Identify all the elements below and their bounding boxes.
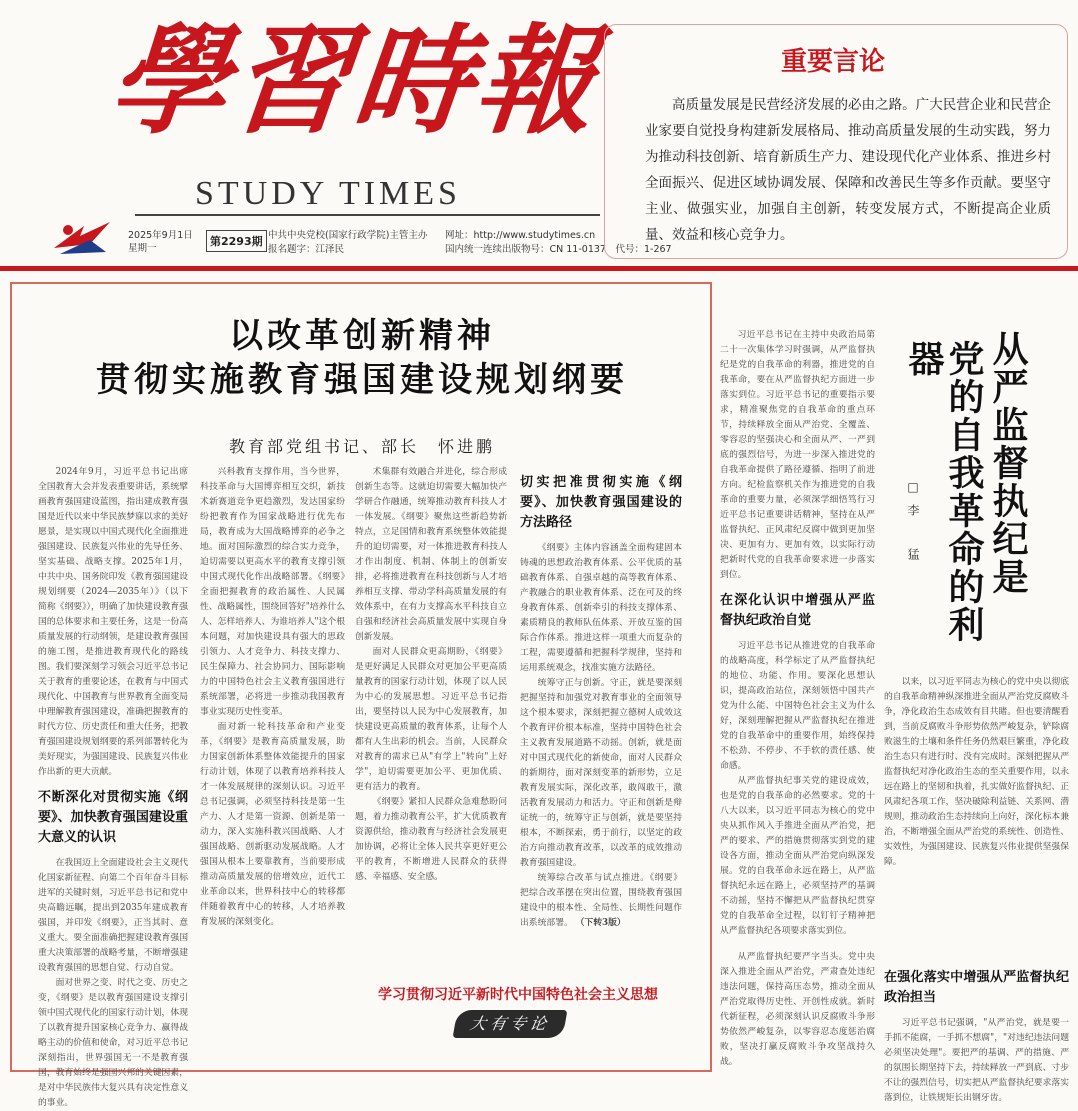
paragraph: 在我国迈上全面建设社会主义现代化国家新征程、向第二个百年奋斗目标进军的关键时刻，习近平总书记和党中央高瞻远瞩，提出到2035年建成教育强国，并印发《纲要》，正当其时、意义重大。要全面准确把握建设教育强国重大决策部署的战略考量，不断增强建设教育强国的思想自觉、行动自觉。 bbox=[38, 858, 188, 973]
masthead-red-divider bbox=[0, 266, 1078, 271]
lead-article-byline: 教育部党组书记、部长 怀进鹏 bbox=[228, 437, 495, 456]
masthead-rule bbox=[135, 214, 600, 216]
section-subheading: 不断深化对贯彻实施《纲要》、加快教育强国建设重大意义的认识 bbox=[38, 790, 188, 845]
cn-number: 国内统一连续出版物号：CN 11-0137 bbox=[445, 244, 606, 255]
right-article-column-2 bbox=[720, 950, 875, 1065]
right-headline-line-1: 从严监督执纪是 bbox=[987, 330, 1029, 596]
paragraph: 习近平总书记在主持中央政治局第二十一次集体学习时强调，从严监督执纪是党的自我革命的利器，推进党的自我革命，要在从严监督执纪方面进一步落实到位。习近平总书记的重要指示要求，精准聚焦党的自我革命的重点环节，持续释放全面从严治党、全覆盖、零容忍的坚强决心和全面从严、一严到底的强烈信号，为进一步深入推进党的自我革命提供了路径遵循、指明了前进方向。纪检监察机关作为推进党的自我革命的重要力量，必须深学细悟笃行习近平总书记重要讲话精神，坚持在从严监督执纪、正风肃纪反腐中做到更加坚决、更加有力、更加有效，以实际行动把新时代党的自我革命要求进一步落实到位。 bbox=[720, 330, 875, 580]
paragraph: 兴科教育支撑作用，当今世界，科技革命与大国博弈相互交织，新技术新赛道竞争更趋激烈，发达国家纷纷把教育作为国家战略进行优先布局，教育成为大国战略博弈的必争之地。面对国际激烈的综合实力竞争，迫切需要以更高水平的教育支撑引领中国式现代化作出战略部署。《纲要》全面把握教育的政治属性、人民属性、战略属性，围绕回答好"培养什么人、怎样培养人、为谁培养人"这个根本问题，对加快建设具有强大的思政引领力、人才竞争力、科技支撑力、民生保障力、社会协同力、国际影响力的中国特色社会主义教育强国进行系统部署，必将进一步推动我国教育事业实现历史性变革。 bbox=[200, 467, 345, 717]
lead-article-column-2 bbox=[200, 465, 345, 1065]
paragraph: 面对新一轮科技革命和产业变革，《纲要》是教育高质量发展，助力国家创新体系整体效能提升的国家行动计划，体现了以教育培养科技人才一体发展规律的深刻认识。习近平总书记强调，必须坚持科技是第一生产力、人才是第一资源、创新是第一动力，深入实施科教兴国战略、人才强国战略、创新驱动发展战略。人才强国从根本上要靠教育，当前要形成推动高质量发展的倍增效应，近代工业革命以来，世界科技中心的转移都伴随着教育中心的转移，人才培养教育发展的深刻变化。 bbox=[200, 722, 345, 927]
issue-date: 2025年9月1日 bbox=[128, 230, 193, 241]
paragraph: 面对人民群众更高期盼，《纲要》是更好满足人民群众对更加公平更高质量教育的国家行动计划，体现了以人民为中心的发展思想。习近平总书记指出，要坚持以人民为中心发展教育，加快建设更高质量的教育体系，让每个人都有人生出彩的机会。当前，人民群众对教育的需求已从"有学上"转向"上好学"，迫切需要更加公平、更加优质、更有活力的教育。 bbox=[355, 647, 507, 792]
paragraph: 面对世界之变、时代之变、历史之变，《纲要》是以教育强国建设支撑引领中国式现代化的国家行动计划，体现了以教育提升国家核心竞争力、赢得战略主动的价值和使命，对习近平总书记深刻指出，世界强国无一不是教育强国，教育始终是强国兴邦的关键因素，是对中华民族伟大复兴具有决定性意义的事业。 bbox=[38, 978, 188, 1108]
lead-article-headline bbox=[12, 314, 712, 402]
title-inscriber: 报名题字：江泽民 bbox=[268, 244, 345, 255]
study-times-logo-icon bbox=[50, 218, 122, 258]
paragraph: 以来，以习近平同志为核心的党中央以彻底的自我革命精神纵深推进全面从严治党反腐败斗争，净化政治生态成效有目共睹。但也要清醒看到，当前反腐败斗争形势依然严峻复杂，铲除腐败滋生的土壤和条件任务仍然艰巨繁重，净化政治生态只有进行时、没有完成时。深刻把握从严监督执纪对净化政治生态的至关重要作用，以永远在路上的坚韧和执着，扎实做好监督执纪、正风肃纪各项工作，坚决破除利益链、关系网、潜规则，推动政治生态持续向上向好，深化标本兼治，不断增强全面从严治党的系统性、创造性、实效性，为强国建设、民族复兴伟业提供坚强保障。 bbox=[884, 677, 1069, 867]
paragraph: 术集群有效融合并进化，综合形成创新生态等。这就迫切需要大幅加快产学研合作融通，统筹推动教育科技人才一体发展。《纲要》聚焦这些新趋势新特点，立足国情和教育系统整体效能提升的迫切需要，对一体推进教育科技人才作出制度、机制、体制上的创新安排，必将推进教育在科技创新与人才培养相互支撑、带动学科高质量发展的有效体系中，在有力支撑高水平科技自立自强和经济社会高质量发展中实现自身创新发展。 bbox=[355, 467, 507, 642]
lead-article-column-1 bbox=[38, 465, 188, 1108]
issue-weekday: 星期一 bbox=[128, 243, 157, 254]
important-statements-body: 高质量发展是民营经济发展的必由之路。广大民营企业和民营企业家要自觉投身构建新发展格局、推动高质量发展的生动实践，努力为推动科技创新、培育新质生产力、建设现代化产业体系、推进乡村全面振兴、促进区域协调发展、保障和改善民生等多作贡献。要坚守主业、做强实业，加强自主创新，转变发展方式，不断提高企业质量、效益和核心竞争力。 bbox=[645, 97, 1051, 243]
right-headline-line-2: 党的自我革命的利器 bbox=[903, 340, 985, 644]
paragraph: 从严监督执纪事关党的建设成效，也是党的自我革命的必然要求。党的十八大以来，以习近平同志为核心的党中央从抓作风入手推进全面从严治党，把严的要求、严的措施贯彻落实到党的建设各方面，推动全面从严治党向纵深发展。党的自我革命永远在路上，从严监督执纪永远在路上，必须坚持严的基调不动摇，坚持不懈把从严监督执纪贯穿党的自我革命全过程，以钉钉子精神把从严监督执纪各项要求落实到位。 bbox=[720, 776, 875, 936]
masthead-title: 學習時報 bbox=[102, 11, 606, 150]
right-article-column-3 bbox=[884, 675, 1069, 905]
section-subheading: 在深化认识中增强从严监督执纪政治自觉 bbox=[720, 593, 875, 628]
important-statements-box bbox=[604, 24, 1068, 259]
lead-article-column-3 bbox=[355, 465, 507, 1065]
headline-line-1: 以改革创新精神 bbox=[229, 316, 495, 356]
paragraph: 《纲要》紧扣人民群众急难愁盼问题，着力推动教育公平，扩大优质教育资源供给，推动教育与经济社会发展更加协调，必将让全体人民共享更好更公平的教育，不断增进人民群众的获得感、幸福感、安全感。 bbox=[355, 797, 507, 882]
paragraph: 统筹守正与创新。守正，就是要深刻把握坚持和加强党对教育事业的全面领导这个根本要求，深刻把握立德树人成效这个教育评价根本标准，坚持中国特色社会主义教育发展道路不动摇。创新，就是面对中国式现代化的新使命，面对人民群众的新期待，面对深刻变革的新形势，立足教育发展实际，深化改革，敢闯敢干，激活教育发展动力和活力。守正和创新是辩证统一的，统筹守正与创新，就是要坚持根本，不断探索，勇于前行，以坚定的政治方向推动教育改革，以改革的成效推动教育强国建设。 bbox=[520, 678, 682, 868]
paragraph: 习近平总书记强调，"从严治党，就是要一手抓不能腐，一手抓不想腐"，"对违纪违法问题必须坚决处理"。要把严的基调、严的措施、严的氛围长期坚持下去，持续释放一严到底、寸步不让的强烈信号，切实把从严监督执纪要求落实落到位，让铁规矩长出钢牙齿。 bbox=[884, 1018, 1069, 1103]
right-article-author: □李 猛 bbox=[906, 480, 920, 570]
paragraph: 习近平总书记从推进党的自我革命的战略高度，科学标定了从严监督执纪的地位、功能、作用。要深化思想认识，提高政治站位，深刻领悟中国共产党为什么能、中国特色社会主义为什么好，深刻理解把握从严监督执纪在推进党的自我革命中的重要作用，始终保持不松劲、不停步、不手软的责任感、使命感。 bbox=[720, 641, 875, 771]
important-statements-title: 重要言论 bbox=[780, 47, 885, 77]
postal-code: 代号：1-267 bbox=[615, 244, 672, 255]
paragraph-text: 统筹综合改革与试点推进。《纲要》把综合改革摆在突出位置，围绕教育强国建设中的根本性、全局性、长期性问题作出系统部署。 bbox=[520, 873, 682, 928]
sponsor-text: 中共中央党校(国家行政学院)主管主办 bbox=[268, 230, 428, 241]
paragraph bbox=[520, 871, 682, 931]
section-subheading: 在强化落实中增强从严监督执纪政治担当 bbox=[884, 970, 1069, 1005]
right-article-column-4 bbox=[884, 960, 1069, 1103]
headline-line-2: 贯彻实施教育强国建设规划纲要 bbox=[96, 360, 628, 400]
section-subheading: 切实把准贯彻实施《纲要》、加快教育强国建设的方法路径 bbox=[520, 475, 682, 530]
continued-on-page: （下转3版） bbox=[575, 918, 626, 928]
masthead-english-title: STUDY TIMES bbox=[195, 175, 461, 212]
column-banner-text: 学习贯彻习近平新时代中国特色社会主义思想 bbox=[378, 987, 658, 1003]
sponsor-block bbox=[268, 229, 427, 257]
right-article-column-1 bbox=[720, 328, 875, 948]
column-badge: 大有专论 bbox=[453, 1010, 568, 1038]
paragraph: 《纲要》主体内容涵盖全面构建固本铸魂的思想政治教育体系、公平优质的基础教育体系、自强卓越的高等教育体系、产教融合的职业教育体系、泛在可及的终身教育体系、创新牵引的科技支撑体系、素质精良的教师队伍体系、开放互鉴的国际合作体系。推进这样一项重大而复杂的工程，需要遵循和把握科学规律，坚持和运用系统观念，找准实施方法路径。 bbox=[520, 543, 682, 673]
website[interactable]: 网址：http://www.studytimes.cn bbox=[445, 230, 596, 241]
issue-date-block bbox=[128, 229, 193, 255]
paragraph: 2024年9月，习近平总书记出席全国教育大会并发表重要讲话，系统擘画教育强国建设蓝图，指出建成教育强国是近代以来中华民族梦寐以求的美好愿景，是实现以中国式现代化全面推进强国建设、民族复兴伟业的先导任务、坚实基础、战略支撑。2025年1月，中共中央、国务院印发《教育强国建设规划纲要（2024—2035年）》（以下简称《纲要》），明确了加快建设教育强国的总体要求和主要任务，这是一份高质量发展的行动纲领，是建设教育强国的施工图，是推进教育现代化的路线图。我们要深刻学习领会习近平总书记关于教育的重要论述，在教育与中国式现代化、中国教育与世界教育全面变局中理解教育强国建设，准确把握教育的时代方位、历史责任和重大任务，把教育强国建设规划纲要的系列部署转化为美好现实，为强国建设、民族复兴伟业作出新的更大贡献。 bbox=[38, 467, 188, 777]
paragraph: 从严监督执纪要严字当头。党中央深入推进全面从严治党，严肃查处违纪违法问题，保持高压态势，推动全面从严治党取得历史性、开创性成就。新时代新征程，必须深刻认识反腐败斗争形势依然严峻复杂，以零容忍态度惩治腐败，坚决打赢反腐败斗争攻坚战持久战。 bbox=[720, 952, 875, 1067]
issue-number: 第2293期 bbox=[206, 230, 267, 252]
